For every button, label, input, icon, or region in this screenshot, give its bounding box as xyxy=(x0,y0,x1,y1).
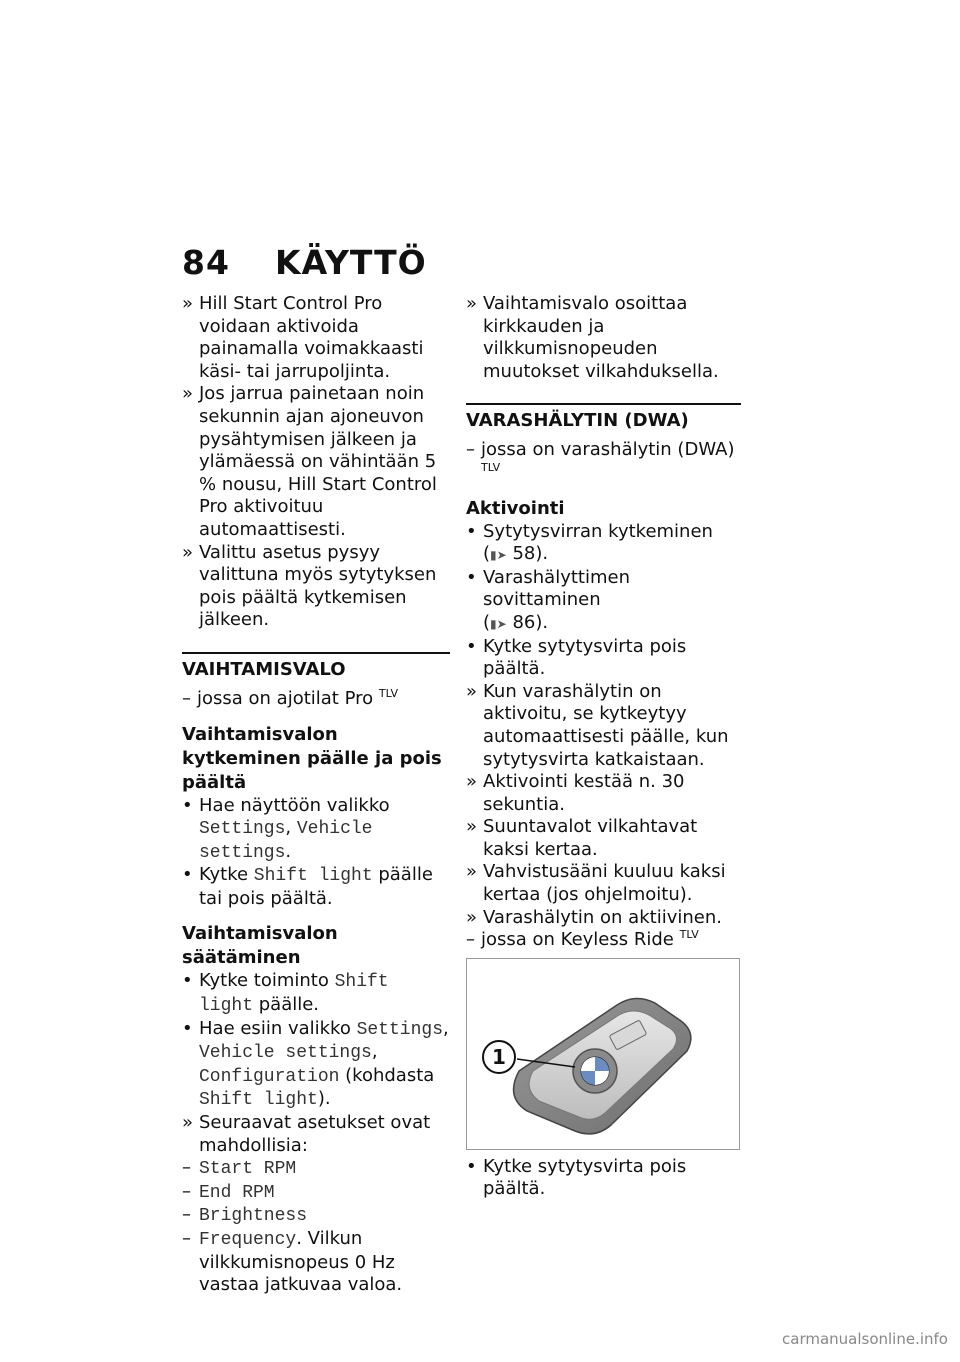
bullet-marker: • xyxy=(466,566,477,588)
result-item xyxy=(466,907,741,930)
condition xyxy=(182,688,450,711)
dash-marker: – xyxy=(182,1228,191,1249)
step-text: Varashälyttimen sovittaminen xyxy=(483,566,630,611)
bullet-marker: • xyxy=(182,864,193,886)
result-item xyxy=(466,293,741,383)
tlv-superscript: TLV xyxy=(378,686,399,700)
section-title: VARASHÄLYTIN (DWA) xyxy=(466,410,689,432)
option-item xyxy=(182,1157,450,1181)
page-number: 84 xyxy=(182,243,230,282)
step-text: päälle tai pois päältä. xyxy=(199,864,433,909)
condition-text: jossa on Keyless Ride xyxy=(481,929,674,951)
menu-code: Settings xyxy=(199,819,286,840)
option-code: Frequency xyxy=(199,1230,297,1250)
bullet-marker: • xyxy=(182,970,193,992)
menu-code: Shift light xyxy=(199,1090,318,1111)
page-title: KÄYTTÖ xyxy=(275,243,427,282)
result-text: Aktivointi kestää n. 30 sekuntia. xyxy=(483,771,685,815)
dash-marker: – xyxy=(182,687,191,709)
step-item xyxy=(182,970,450,1017)
step-item: • Varashälyttimen sovittaminen (▮➤ 86). xyxy=(466,566,630,633)
page-ref: 86). xyxy=(512,611,549,633)
menu-code: Vehicle settings xyxy=(199,819,373,863)
menu-code: Configuration xyxy=(199,1066,340,1087)
page-header xyxy=(182,243,427,282)
result-text: Seuraavat asetukset ovat mahdollisia: xyxy=(199,1112,431,1156)
result-marker: » xyxy=(182,1112,194,1134)
right-column xyxy=(466,293,741,1201)
result-marker: » xyxy=(466,861,478,883)
watermark-link[interactable]: carmanualsonline.info xyxy=(782,1330,948,1348)
result-text: Kun varashälytin on aktivoitu, se kytkeytyy automaattisesti päälle, kun sytytysvirta katkaistaan. xyxy=(483,680,729,770)
result-item xyxy=(182,1112,450,1157)
result-item xyxy=(182,542,450,632)
option-item xyxy=(182,1204,450,1228)
result-marker: » xyxy=(182,541,194,563)
bullet-marker: • xyxy=(182,794,193,816)
subsection-title: Aktivointi xyxy=(466,497,565,519)
step-text: Hae esiin valikko xyxy=(199,1017,357,1039)
step-text: Kytke xyxy=(199,864,254,886)
dash-marker: – xyxy=(182,1204,191,1226)
condition xyxy=(466,929,741,952)
condition-text: jossa on varashälytin (DWA) xyxy=(481,439,735,461)
step-text: Kytke toiminto xyxy=(199,970,335,992)
page-ref-arrow-icon: ▮➤ xyxy=(490,548,507,563)
result-marker: » xyxy=(182,383,194,405)
dash-marker: – xyxy=(466,929,475,951)
left-column xyxy=(182,293,450,1297)
dash-marker: – xyxy=(466,439,475,461)
step-item xyxy=(182,864,450,910)
key-fob-illustration xyxy=(467,959,739,1149)
result-marker: » xyxy=(466,680,478,702)
menu-code: Shift light xyxy=(253,866,373,887)
result-text: Hill Start Control Pro voidaan aktivoida painamalla voimakkaasti käsi- tai jarrupoljinta. xyxy=(199,293,424,382)
option-item xyxy=(182,1228,450,1297)
key-fob-body xyxy=(514,998,691,1133)
option-text: . Vilkun vilkkumisnopeus 0 Hz vastaa jatkuvaa valoa. xyxy=(199,1228,403,1296)
tlv-superscript: TLV xyxy=(481,460,501,474)
dash-marker: – xyxy=(182,1157,191,1179)
result-item xyxy=(466,681,741,771)
step-text: päälle. xyxy=(253,994,320,1016)
step-item xyxy=(466,1156,741,1201)
result-marker: » xyxy=(466,906,478,928)
bullet-marker: • xyxy=(466,520,477,542)
result-marker: » xyxy=(182,293,194,314)
section-title: VAIHTAMISVALO xyxy=(182,658,346,680)
separator: , xyxy=(285,817,297,839)
result-item xyxy=(466,816,741,861)
result-text: Vahvistusääni kuuluu kaksi kertaa (jos ohjelmoitu). xyxy=(483,861,726,906)
result-item xyxy=(466,861,741,906)
menu-code: Vehicle settings xyxy=(199,1043,372,1064)
result-marker: » xyxy=(466,771,478,793)
key-fob-figure xyxy=(466,958,740,1150)
separator: , xyxy=(443,1017,449,1039)
bullet-marker: • xyxy=(182,1017,193,1039)
option-code: End RPM xyxy=(199,1182,275,1203)
step-text: Kytke sytytysvirta pois päältä. xyxy=(483,1155,687,1200)
bullet-marker: • xyxy=(466,1155,477,1177)
subsection-title: Vaihtamisvalon kytkeminen päälle ja pois päältä xyxy=(182,723,442,793)
tlv-superscript: TLV xyxy=(679,928,699,942)
condition xyxy=(466,439,741,484)
menu-code: Settings xyxy=(356,1019,443,1040)
option-item xyxy=(182,1181,450,1205)
step-item xyxy=(182,1018,450,1112)
result-item xyxy=(182,293,450,383)
page-ref-arrow-icon: ▮➤ xyxy=(490,616,507,631)
result-text: Vaihtamisvalo osoittaa kirkkauden ja vilkkumisnopeuden muutokset vilkahduksella. xyxy=(483,293,719,382)
step-text: (kohdasta xyxy=(339,1064,435,1086)
section-rule xyxy=(182,652,450,654)
subsection-title: Vaihtamisvalon säätäminen xyxy=(182,923,338,969)
result-marker: » xyxy=(466,293,478,314)
menu-code: Shift light xyxy=(199,972,389,1017)
section-rule xyxy=(466,403,741,405)
step-text: . xyxy=(285,840,292,862)
condition-text: jossa on ajotilat Pro xyxy=(197,687,374,709)
step-text: Sytytysvirran kytkeminen xyxy=(483,520,713,542)
option-code: Start RPM xyxy=(199,1159,297,1180)
step-text: Hae näyttöön valikko xyxy=(199,794,390,816)
result-marker: » xyxy=(466,816,478,838)
step-item xyxy=(466,636,741,681)
result-text: Jos jarrua painetaan noin sekunnin ajan ajoneuvon pysähtymisen jälkeen ja ylämäessä on vähintään 5 % nousu, Hill Start Control Pro aktivoituu automaattisesti. xyxy=(199,383,437,540)
result-text: Valittu asetus pysyy valittuna myös sytytyksen pois päältä kytkemisen jälkeen. xyxy=(199,541,437,631)
bullet-marker: • xyxy=(466,635,477,657)
option-code: Brightness xyxy=(199,1206,308,1227)
step-text: ). xyxy=(317,1088,331,1110)
result-text: Varashälytin on aktiivinen. xyxy=(483,906,722,928)
page-ref: 58). xyxy=(512,543,549,565)
result-item xyxy=(466,771,741,816)
callout-number: 1 xyxy=(492,1044,506,1069)
result-item xyxy=(182,383,450,541)
step-item: • Sytytysvirran kytkeminen (▮➤ 58). xyxy=(466,520,713,565)
step-text: Kytke sytytysvirta pois päältä. xyxy=(483,635,687,680)
step-item xyxy=(182,795,450,865)
separator: , xyxy=(371,1041,378,1063)
dash-marker: – xyxy=(182,1180,191,1202)
result-text: Suuntavalot vilkahtavat kaksi kertaa. xyxy=(483,816,698,860)
